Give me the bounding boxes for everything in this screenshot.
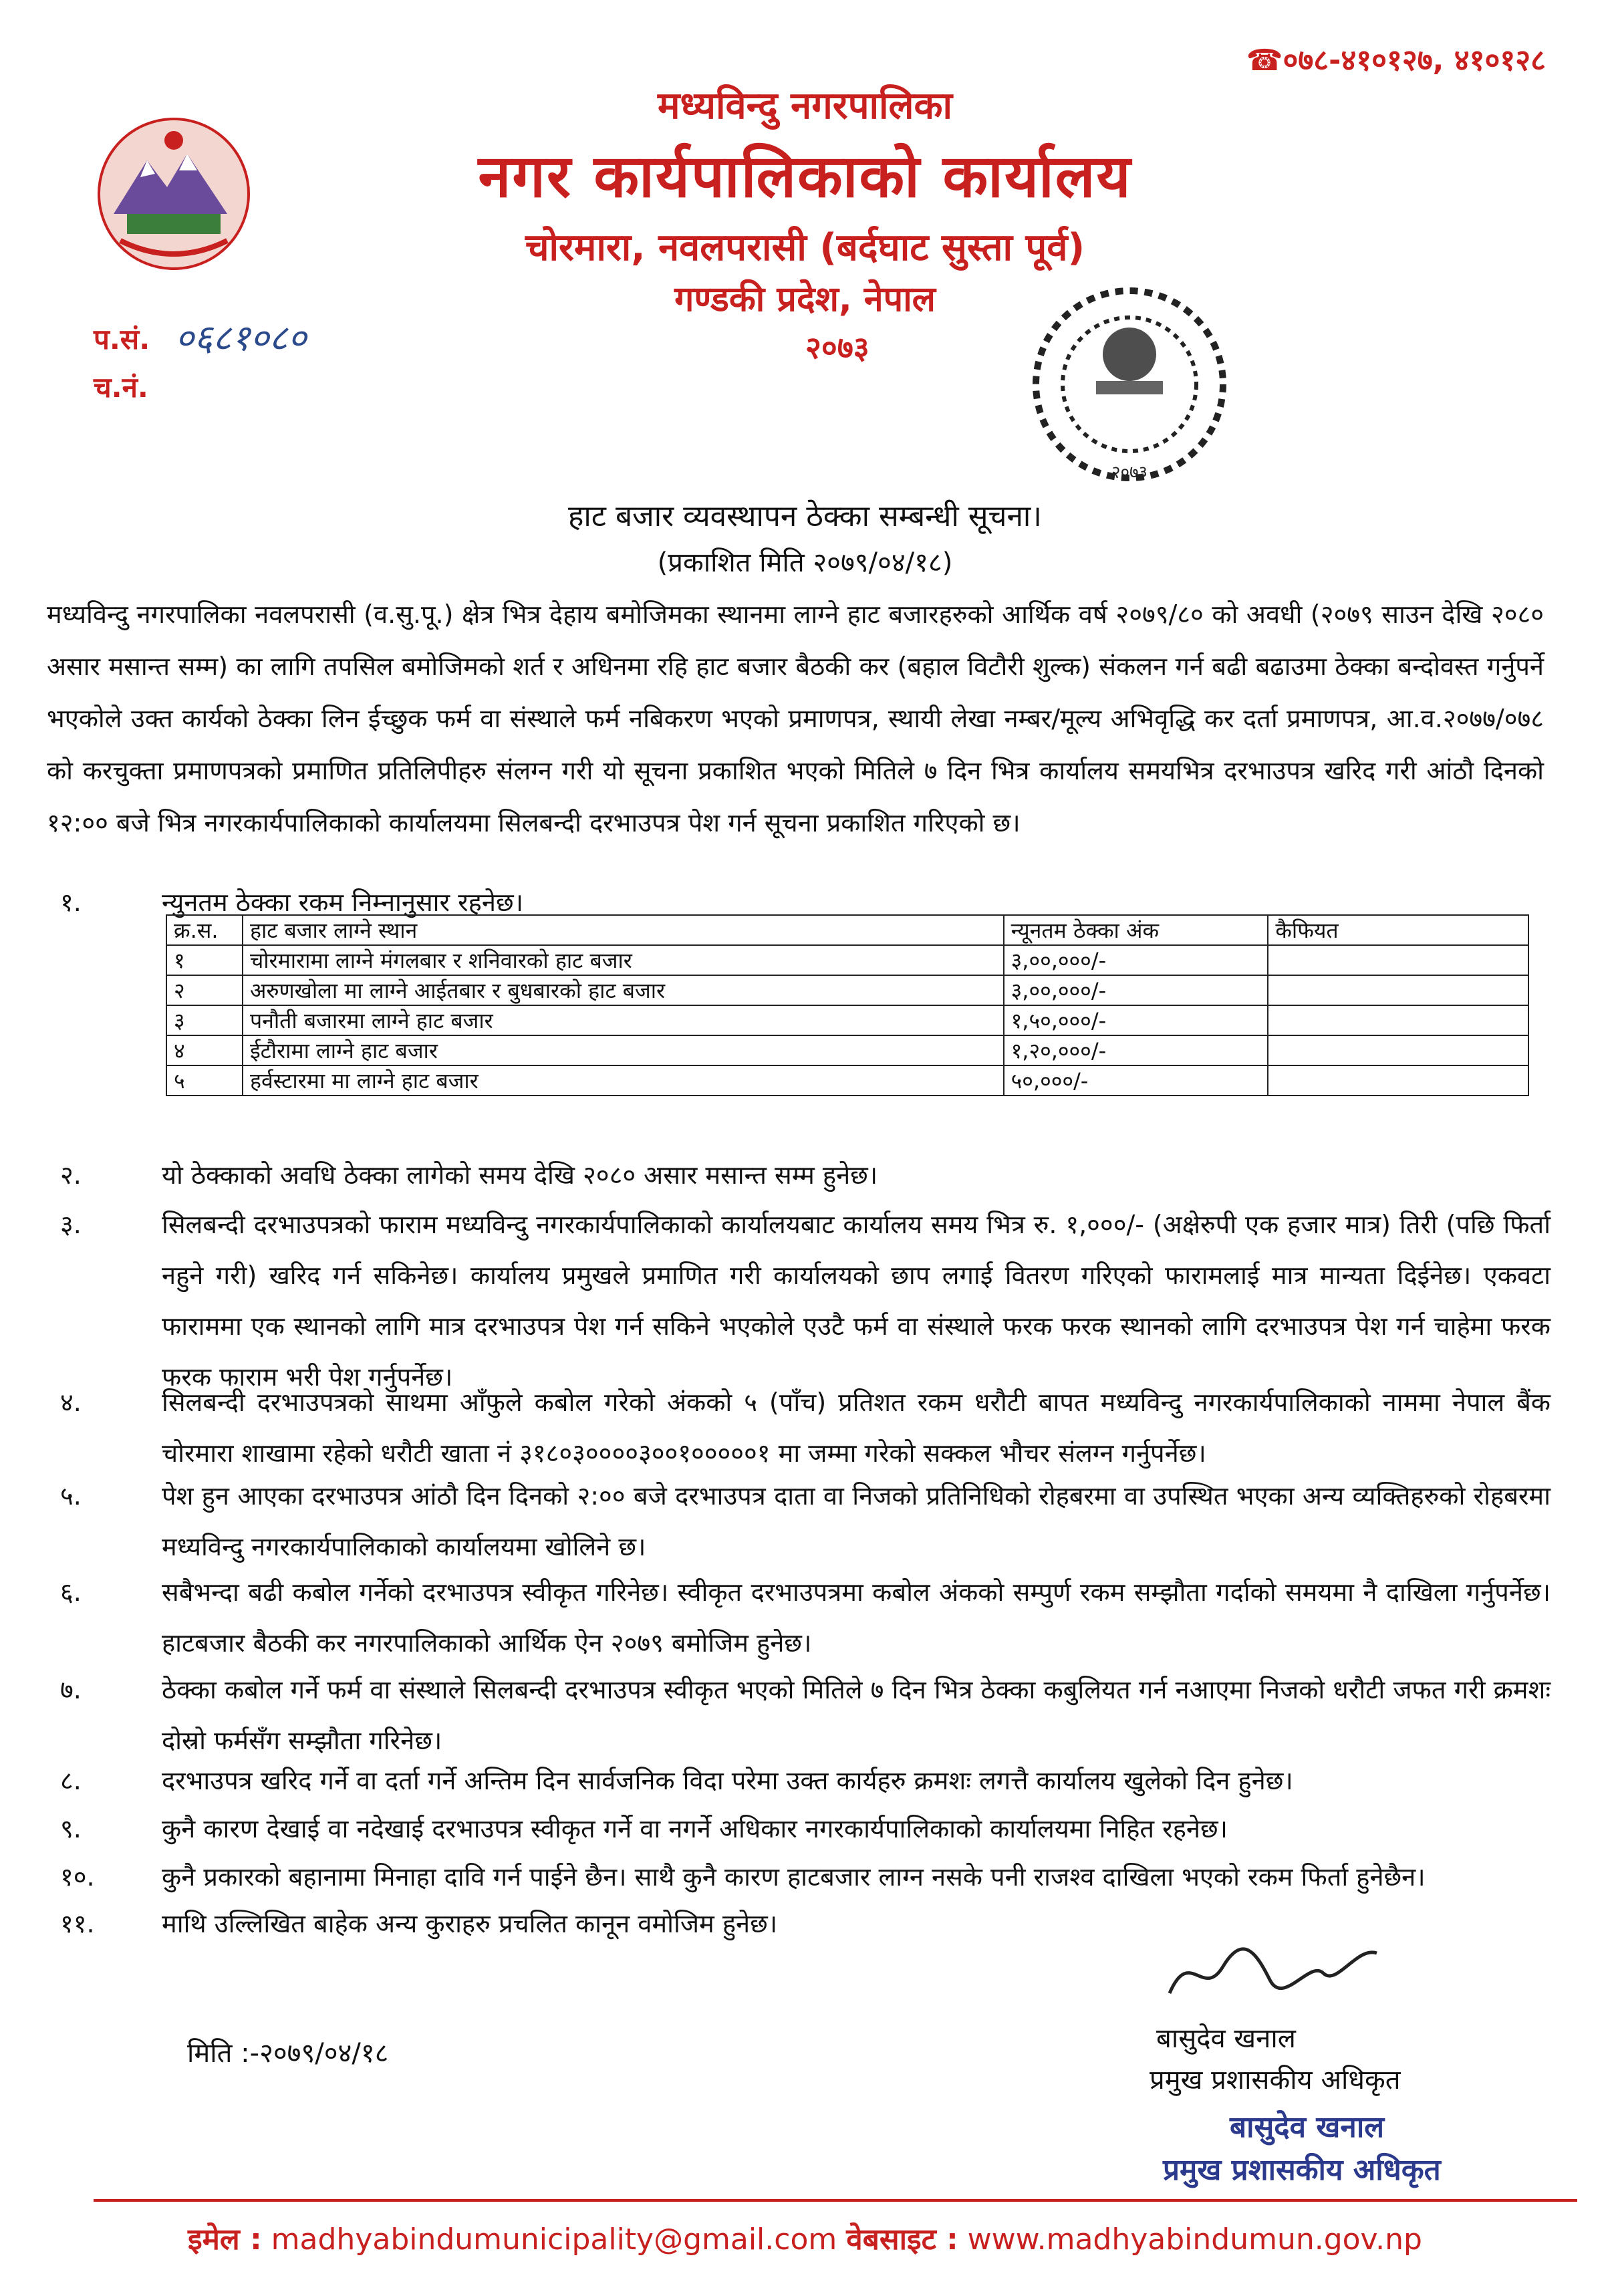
item-text: यो ठेक्काको अवधि ठेक्का लागेको समय देखि २०८० असार मसान्त सम्म हुनेछ। <box>162 1160 878 1190</box>
table-cell: हर्वस्टारमा मा लाग्ने हाट बजार <box>243 1065 1004 1096</box>
table-header: न्यूनतम ठेक्का अंक <box>1004 915 1268 945</box>
municipality-name: मध्यविन्दु नगरपालिका <box>657 84 952 128</box>
table-cell <box>1268 1035 1528 1065</box>
table-cell <box>1268 1065 1528 1096</box>
table-cell: ३,००,०००/- <box>1004 945 1268 975</box>
signatory-title: प्रमुख प्रशासकीय अधिकृत <box>1150 2065 1401 2095</box>
table-header: क्र.स. <box>166 915 243 945</box>
list-item <box>47 1199 1551 1402</box>
table-cell: पनौती बजारमा लाग्ने हाट बजार <box>243 1005 1004 1035</box>
item-number: १०. <box>60 1862 95 1892</box>
list-item <box>47 1567 1551 1668</box>
item-text: पेश हुन आएका दरभाउपत्र आंठौ दिन दिनको २:०० बजे दरभाउपत्र दाता वा निजको प्रतिनिधिको रोहबरमा वा उपस्थित भएका अन्य व्यक्तिहरुको रोहबरमा मध्यविन्दु नगरकार्यपालिकाको कार्यालयमा खोलिने छ। <box>162 1481 1551 1561</box>
notice-title: हाट बजार व्यवस्थापन ठेक्का सम्बन्धी सूचना। <box>568 499 1042 533</box>
item-number: ७. <box>60 1675 82 1704</box>
list-item <box>47 1471 1551 1572</box>
table-row <box>166 1065 1528 1096</box>
table-cell: १,२०,०००/- <box>1004 1035 1268 1065</box>
intro-paragraph: मध्यविन्दु नगरपालिका नवलपरासी (व.सु.पू.) क्षेत्र भित्र देहाय बमोजिमका स्थानमा लाग्ने हाट बजारहरुको आर्थिक वर्ष २०७९/८० को अवधी (२०७९ साउन देखि २०८० असार मसान्त सम्म) का लागि तपसिल बमोजिमको शर्त र अधिनमा रहि हाट बजार बैठकी कर (बहाल विटौरी शुल्क) संकलन गर्न बढी बढाउमा ठेक्का बन्दोवस्त गर्नुपर्ने भएकोले उक्त कार्यको ठेक्का लिन ईच्छुक फर्म वा संस्थाले फर्म नबिकरण भएको प्रमाणपत्र, स्थायी लेखा नम्बर/मूल्य अभिवृद्धि कर दर्ता प्रमाणपत्र, आ.व.२०७७/०७८ को करचुक्ता प्रमाणपत्रको प्रमाणित प्रतिलिपीहरु संलग्न गरी यो सूचना प्रकाशित भएको मितिले ७ दिन भित्र कार्यालय समयभित्र दरभाउपत्र खरिद गरी आंठौ दिनको १२:०० बजे भित्र नगरकार्यपालिकाको कार्यालयमा सिलबन्दी दरभाउपत्र पेश गर्न सूचना प्रकाशित गरिएको छ। <box>47 600 1544 838</box>
item-text: ठेक्का कबोल गर्ने फर्म वा संस्थाले सिलबन्दी दरभाउपत्र स्वीकृत भएको मितिले ७ दिन भित्र ठेक्का कबुलियत गर्न नआएमा निजको धरौटी जफत गरी क्रमशः दोस्रो फर्मसँग सम्झौता गरिनेछ। <box>162 1675 1551 1755</box>
phone-icon: ☎ <box>1246 43 1283 78</box>
email-link[interactable]: madhyabindumunicipality@gmail.com <box>271 2222 837 2257</box>
table-header: कैफियत <box>1268 915 1528 945</box>
item-number: ६. <box>60 1577 82 1607</box>
handwritten-signature <box>1163 1940 1383 2007</box>
ref-value: ०६८१०८० <box>175 317 307 359</box>
item-number: ९. <box>60 1814 82 1843</box>
website-label: वेबसाइट : <box>846 2222 958 2257</box>
item-number: ५. <box>60 1481 82 1511</box>
item-text: सबैभन्दा बढी कबोल गर्नेको दरभाउपत्र स्वीकृत गरिनेछ। स्वीकृत दरभाउपत्रमा कबोल अंकको सम्पुर्ण रकम सम्झौता गर्दाको समयमा नै दाखिला गर्नुपर्नेछ। हाटबजार बैठकी कर नगरपालिकाको आर्थिक ऐन २०७९ बमोजिम हुनेछ। <box>162 1577 1551 1658</box>
table-cell: ईटौरामा लाग्ने हाट बजार <box>243 1035 1004 1065</box>
email-label: इमेल : <box>188 2222 262 2257</box>
table-cell: १,५०,०००/- <box>1004 1005 1268 1035</box>
phone-text: ०७८-४१०१२७, ४१०१२८ <box>1283 43 1546 78</box>
item-number: ३. <box>60 1210 82 1239</box>
table-header-row <box>166 915 1528 945</box>
table-cell: अरुणखोला मा लाग्ने आईतबार र बुधबारको हाट बजार <box>243 975 1004 1005</box>
footer-contact <box>0 2218 1610 2258</box>
svg-text:२०७३: २०७३ <box>1111 463 1148 483</box>
table-row <box>166 1035 1528 1065</box>
table-cell: १ <box>166 945 243 975</box>
table-cell <box>1268 1005 1528 1035</box>
document-date: मिति :-२०७९/०४/१८ <box>187 2038 389 2069</box>
office-name: नगर कार्यपालिकाको कार्यालय <box>478 142 1132 211</box>
item-text: सिलबन्दी दरभाउपत्रको फाराम मध्यविन्दु नगरकार्यपालिकाको कार्यालयबाट कार्यालय समय भित्र रु. १,०००/- (अक्षेरुपी एक हजार मात्र) तिरी (पछि फिर्ता नहुने गरी) खरिद गर्न सकिनेछ। कार्यालय प्रमुखले प्रमाणित गरी कार्यालयको छाप लगाई वितरण गरिएको फारामलाई मात्र मान्यता दिईनेछ। एकवटा फाराममा एक स्थानको लागि मात्र दरभाउपत्र पेश गर्न सकिने भएकोले एउटै फर्म वा संस्थाले फरक फरक स्थानको लागि दरभाउपत्र पेश गर्न चाहेमा फरक फरक फाराम भरी पेश गर्नुपर्नेछ। <box>162 1210 1551 1392</box>
table-cell: ४ <box>166 1035 243 1065</box>
item-text: माथि उल्लिखित बाहेक अन्य कुराहरु प्रचलित कानून वमोजिम हुनेछ। <box>162 1909 778 1938</box>
list-item <box>47 1803 1551 1854</box>
item-text: कुनै कारण देखाई वा नदेखाई दरभाउपत्र स्वीकृत गर्ने वा नगर्ने अधिकार नगरकार्यपालिकाको कार्यालयमा निहित रहनेछ। <box>162 1814 1228 1843</box>
list-item <box>47 1852 1551 1902</box>
item-number: ११. <box>60 1909 95 1938</box>
item-text: सिलबन्दी दरभाउपत्रको साथमा आँफुले कबोल गरेको अंकको ५ (पाँच) प्रतिशत रकम धरौटी बापत मध्यविन्दु नगरकार्यपालिकाको नाममा नेपाल बैंक चोरमारा शाखामा रहेको धरौटी खाता नं ३१८०३००००३००१०००००१ मा जम्मा गरेको सक्कल भौचर संलग्न गर्नुपर्नेछ। <box>162 1388 1551 1468</box>
ref-label: प.सं. <box>94 323 150 356</box>
signatory-name: बासुदेव खनाल <box>1156 2023 1296 2054</box>
published-date: (प्रकाशित मिति २०७९/०४/१८) <box>657 547 953 578</box>
item-text: दरभाउपत्र खरिद गर्ने वा दर्ता गर्ने अन्तिम दिन सार्वजनिक विदा परेमा उक्त कार्यहरु क्रमशः लगत्तै कार्यालय खुलेको दिन हुनेछ। <box>162 1766 1293 1795</box>
table-cell: ३,००,०००/- <box>1004 975 1268 1005</box>
item-text: कुनै प्रकारको बहानामा मिनाहा दावि गर्न पाईने छैन। साथै कुनै कारण हाटबजार लाग्न नसके पनी राजश्व दाखिला भएको रकम फिर्ता हुनेछैन। <box>162 1862 1426 1892</box>
table-cell: ३ <box>166 1005 243 1035</box>
item-number: १. <box>60 888 82 917</box>
name-stamp: बासुदेव खनाल <box>1230 2110 1385 2144</box>
table-row <box>166 975 1528 1005</box>
list-item <box>47 1150 1551 1200</box>
table-cell: ५ <box>166 1065 243 1096</box>
table-cell <box>1268 945 1528 975</box>
footer-divider <box>94 2199 1577 2202</box>
table-row <box>166 945 1528 975</box>
table-cell: २ <box>166 975 243 1005</box>
item-number: २. <box>60 1160 82 1190</box>
item-number: ४. <box>60 1388 82 1417</box>
item-text: न्युनतम ठेक्का रकम निम्नानुसार रहनेछ। <box>162 888 523 917</box>
list-item <box>47 1377 1551 1479</box>
website-link[interactable]: www.madhyabindumun.gov.np <box>967 2222 1422 2257</box>
office-address: चोरमारा, नवलपरासी (बर्दघाट सुस्ता पूर्व) <box>525 226 1085 269</box>
dispatch-label: च.नं. <box>94 371 148 404</box>
title-stamp: प्रमुख प्रशासकीय अधिकृत <box>1163 2153 1441 2187</box>
table-cell: चोरमारामा लाग्ने मंगलबार र शनिवारको हाट बजार <box>243 945 1004 975</box>
table-row <box>166 1005 1528 1035</box>
phone-numbers <box>1246 39 1546 79</box>
table-header: हाट बजार लाग्ने स्थान <box>243 915 1004 945</box>
table-cell <box>1268 975 1528 1005</box>
table-cell: ५०,०००/- <box>1004 1065 1268 1096</box>
contract-table <box>166 914 1529 1096</box>
province: गण्डकी प्रदेश, नेपाल <box>674 279 936 320</box>
list-item <box>47 1664 1551 1766</box>
list-item <box>47 1755 1551 1806</box>
established-year: २०७३ <box>805 330 869 366</box>
item-number: ८. <box>60 1766 82 1795</box>
